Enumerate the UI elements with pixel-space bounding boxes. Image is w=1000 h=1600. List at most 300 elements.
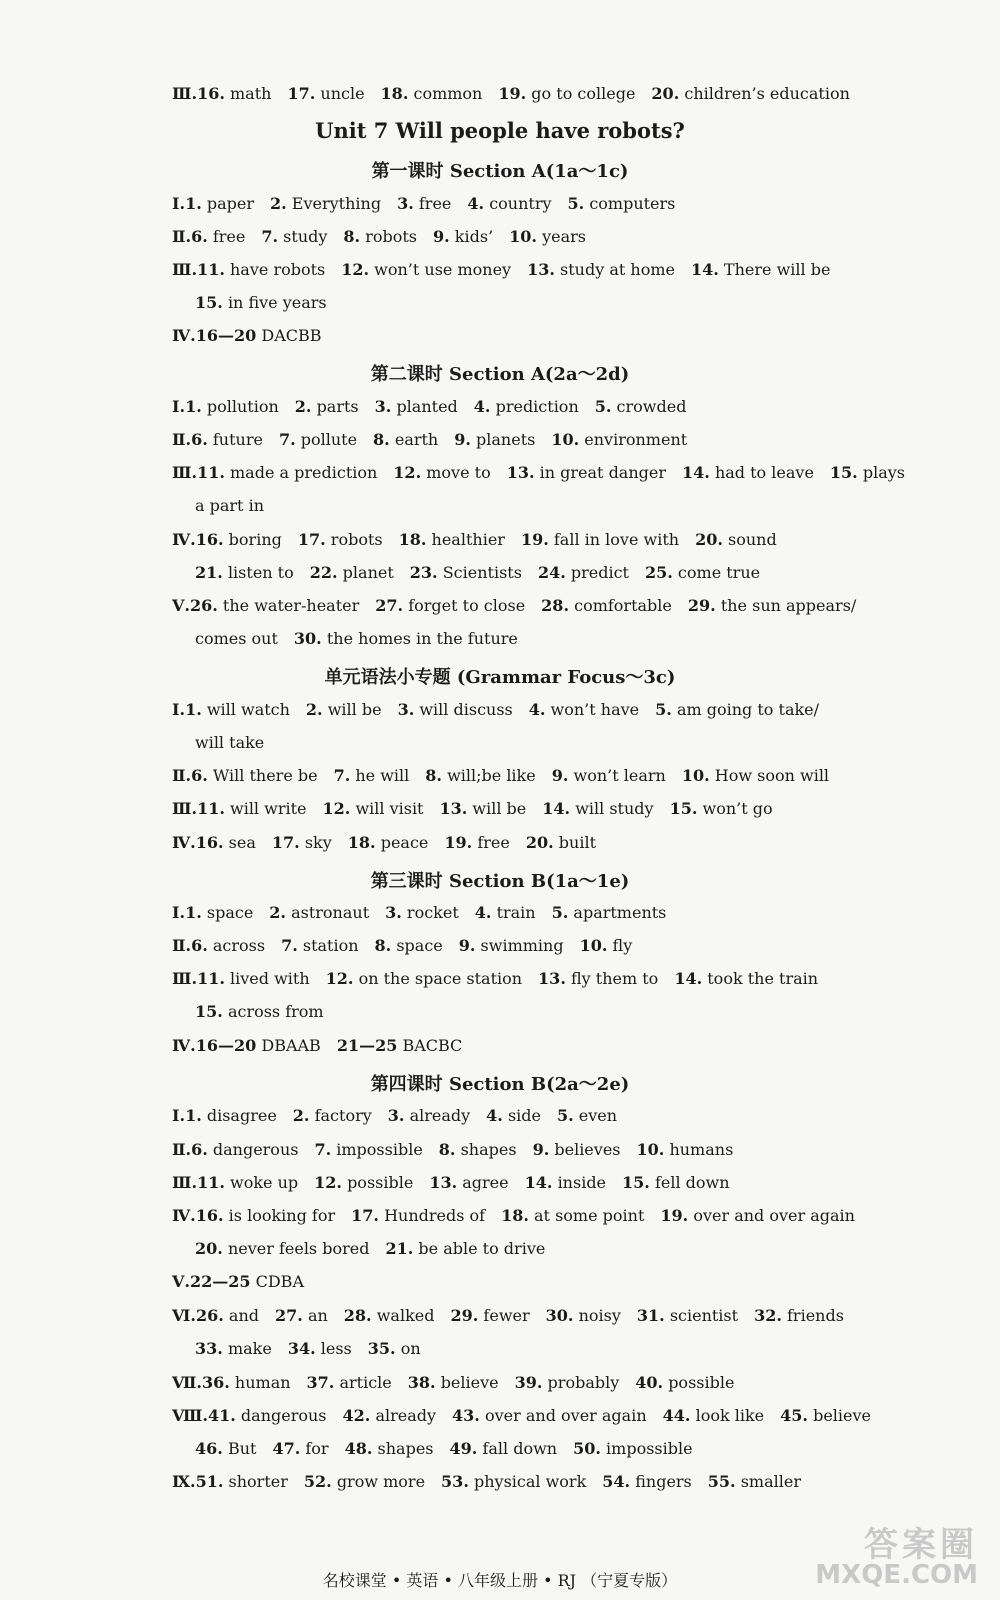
answer-item [408, 1373, 499, 1392]
answer-text: predict [570, 563, 629, 582]
answer-number: 49. [449, 1439, 478, 1458]
answer-line [172, 194, 691, 214]
answer-number: 14. [674, 969, 703, 988]
answer-number: 7. [333, 766, 351, 785]
answer-item [197, 84, 271, 103]
answer-number: 10. [579, 936, 608, 955]
answer-item [196, 1036, 321, 1055]
answer-number: 2. [305, 700, 323, 719]
answer-line [172, 1306, 860, 1326]
answer-number: 39. [514, 1373, 543, 1392]
answer-number: 2. [294, 397, 312, 416]
answer-item [637, 1306, 738, 1325]
answer-number: 9. [433, 227, 450, 246]
answer-line [172, 84, 866, 104]
answer-item [441, 1472, 586, 1491]
answer-number: 41. [207, 1406, 236, 1425]
answer-text: a part in [195, 496, 264, 515]
answer-item [185, 397, 279, 416]
answer-number: 50. [573, 1439, 601, 1458]
answer-text: will;be like [447, 766, 536, 785]
answer-text: uncle [320, 84, 365, 103]
answer-item [375, 936, 443, 955]
answer-item [635, 1373, 734, 1392]
answer-text: How soon will [714, 766, 830, 785]
answer-text: DACBB [261, 326, 322, 345]
answer-item [450, 1439, 558, 1458]
answer-item [196, 1472, 288, 1491]
answer-number: 22—25 [189, 1272, 251, 1291]
answer-number: 15. [195, 1002, 223, 1021]
answer-item [373, 430, 438, 449]
question-group-label: Ⅰ. [172, 1106, 186, 1125]
answer-text: dangerous [212, 1140, 299, 1159]
answer-item [269, 903, 369, 922]
answer-item [452, 1406, 647, 1425]
answer-text: in great danger [539, 463, 667, 482]
answer-text: noisy [578, 1306, 621, 1325]
answer-item [515, 1373, 620, 1392]
answer-text: train [496, 903, 536, 922]
answer-number: 27. [375, 596, 404, 615]
question-group-label: Ⅰ. [172, 903, 186, 922]
answer-line [195, 563, 776, 583]
page-footer: 名校课堂 • 英语 • 八年级上册 • RJ （宁夏专版） [322, 1571, 678, 1590]
answer-number: 53. [441, 1472, 469, 1491]
answer-number: 2. [292, 1106, 310, 1125]
answer-line [172, 1272, 320, 1292]
answer-item [334, 766, 410, 785]
answer-text: will be [327, 700, 382, 719]
unit-title: Unit 7 Will people have robots? [315, 118, 685, 143]
answer-item [527, 260, 675, 279]
answer-number: 31. [636, 1306, 665, 1325]
answer-number: 9. [454, 430, 471, 449]
answer-number: 11. [197, 1173, 225, 1192]
answer-text: disagree [206, 1106, 277, 1125]
answer-number: 9. [532, 1140, 550, 1159]
answer-text: healthier [431, 530, 505, 549]
answer-number: 3. [397, 700, 415, 719]
question-group-label: Ⅱ. [172, 766, 192, 785]
answer-item [670, 799, 773, 818]
answer-text: dangerous [240, 1406, 327, 1425]
answer-text: less [320, 1339, 352, 1358]
answer-number: 1. [185, 700, 202, 719]
answer-number: 18. [380, 84, 409, 103]
answer-number: 19. [498, 84, 527, 103]
answer-line [195, 1439, 709, 1459]
answer-text: woke up [230, 1173, 299, 1192]
answer-text: will discuss [419, 700, 513, 719]
answer-item [195, 1239, 369, 1258]
answer-text: lived with [230, 969, 310, 988]
answer-item [272, 1439, 328, 1458]
answer-text: earth [394, 430, 439, 449]
answer-item [195, 293, 327, 312]
answer-number: 33. [195, 1339, 223, 1358]
question-group-label: Ⅳ. [172, 1206, 196, 1225]
answer-number: 51. [195, 1472, 224, 1491]
answer-text: comes out [195, 629, 278, 648]
answer-text: DBAAB [261, 1036, 321, 1055]
answer-text: robots [365, 227, 417, 246]
answer-item [637, 1140, 734, 1159]
answer-text: study [283, 227, 328, 246]
answer-number: 3. [385, 903, 402, 922]
answer-number: 11. [197, 969, 225, 988]
answer-item [195, 733, 264, 752]
answer-text: factory [314, 1106, 372, 1125]
answer-number: 21—25 [336, 1036, 398, 1055]
answer-number: 42. [342, 1406, 371, 1425]
answer-number: 16—20 [195, 1036, 257, 1055]
answer-number: 17. [271, 833, 300, 852]
answer-number: 36. [201, 1373, 230, 1392]
answer-item [552, 766, 666, 785]
answer-number: 6. [191, 430, 208, 449]
answer-number: 10. [509, 227, 537, 246]
answer-text: fell down [654, 1173, 730, 1192]
answer-line [172, 903, 682, 923]
answer-item [682, 463, 814, 482]
answer-number: 20. [695, 530, 723, 549]
answer-number: 46. [195, 1439, 223, 1458]
answer-number: 10. [636, 1140, 665, 1159]
answer-item [529, 700, 639, 719]
answer-number: 3. [374, 397, 392, 416]
answer-text: already [375, 1406, 437, 1425]
answer-item [195, 1439, 256, 1458]
answer-item [551, 430, 687, 449]
question-group-label: Ⅳ. [172, 1036, 196, 1055]
answer-text: come true [677, 563, 761, 582]
answer-text: boring [228, 530, 282, 549]
answer-item [602, 1472, 691, 1491]
answer-item [439, 1140, 517, 1159]
answer-text: parts [316, 397, 359, 416]
answer-number: 35. [367, 1339, 396, 1358]
answer-number: 8. [438, 1140, 456, 1159]
answer-item [326, 969, 522, 988]
answer-line [195, 1339, 437, 1359]
answer-item [695, 530, 777, 549]
answer-number: 30. [293, 629, 322, 648]
answer-number: 47. [272, 1439, 301, 1458]
answer-item [195, 1339, 272, 1358]
answer-text: common [413, 84, 483, 103]
answer-number: 11. [197, 260, 225, 279]
answer-text: he will [355, 766, 410, 785]
answer-number: 13. [538, 969, 566, 988]
answer-item [195, 496, 264, 515]
answer-number: 12. [393, 463, 422, 482]
answer-text: future [212, 430, 263, 449]
answer-item [425, 766, 535, 785]
answer-number: 15. [829, 463, 858, 482]
answer-text: comfortable [574, 596, 672, 615]
answer-number: 15. [622, 1173, 650, 1192]
answer-text: at some point [534, 1206, 645, 1225]
answer-item [185, 903, 253, 922]
answer-item [197, 799, 306, 818]
answer-item [688, 596, 856, 615]
answer-text: on [400, 1339, 421, 1358]
answer-number: 4. [473, 397, 491, 416]
section-title: 第二课时 Section A(2a～2d) [370, 364, 630, 385]
answer-number: 6. [191, 227, 208, 246]
answer-line [172, 1106, 633, 1126]
answer-item [645, 563, 760, 582]
answer-text: on the space station [358, 969, 523, 988]
answer-text: forget to close [408, 596, 526, 615]
answer-number: 23. [409, 563, 438, 582]
answer-number: 44. [662, 1406, 691, 1425]
answer-text: country [489, 194, 552, 213]
answer-text: shapes [460, 1140, 517, 1159]
answer-text: go to college [531, 84, 636, 103]
answer-item [191, 936, 265, 955]
answer-text: in five years [227, 293, 327, 312]
answer-text: children’s education [684, 84, 850, 103]
answer-text: won’t learn [573, 766, 666, 785]
answer-text: BACBC [402, 1036, 463, 1055]
answer-number: 7. [281, 936, 298, 955]
answer-text: There will be [723, 260, 831, 279]
answer-text: never feels bored [227, 1239, 370, 1258]
answer-item [197, 463, 377, 482]
answer-text: will be [472, 799, 527, 818]
answer-text: already [409, 1106, 471, 1125]
answer-number: 17. [287, 84, 316, 103]
answer-line [172, 260, 846, 280]
answer-line [172, 1140, 749, 1160]
answer-number: 13. [506, 463, 535, 482]
answer-number: 14. [524, 1173, 553, 1192]
answer-number: 34. [287, 1339, 316, 1358]
answer-item [275, 1306, 328, 1325]
answer-text: over and over again [693, 1206, 855, 1225]
answer-text: won’t have [550, 700, 640, 719]
answer-text: fly them to [570, 969, 659, 988]
answer-item [191, 430, 263, 449]
answer-item [433, 227, 493, 246]
answer-item [368, 1339, 421, 1358]
question-group-label: Ⅴ. [172, 596, 190, 615]
answer-item [450, 1306, 529, 1325]
answer-text: free [212, 227, 246, 246]
answer-item [202, 1373, 291, 1392]
answer-number: 18. [398, 530, 427, 549]
answer-text: move to [426, 463, 491, 482]
answer-number: 40. [635, 1373, 664, 1392]
answer-line [195, 1239, 561, 1259]
answer-item [663, 1406, 765, 1425]
answer-item [196, 833, 256, 852]
answer-text: space [396, 936, 443, 955]
answer-line [172, 1373, 750, 1393]
answer-number: 20. [651, 84, 680, 103]
answer-text: CDBA [255, 1272, 304, 1291]
answer-line [172, 1406, 887, 1426]
answer-text: possible [668, 1373, 735, 1392]
answer-text: the sun appears/ [720, 596, 857, 615]
answer-text: Everything [291, 194, 382, 213]
answer-text: sky [304, 833, 332, 852]
answer-item [542, 799, 653, 818]
answer-number: 7. [261, 227, 279, 246]
answer-text: smaller [740, 1472, 801, 1491]
answer-number: 12. [322, 799, 351, 818]
answer-item [533, 1140, 621, 1159]
answer-item [351, 1206, 485, 1225]
answer-line [172, 1173, 746, 1193]
answer-number: 11. [197, 463, 225, 482]
answer-text: fall in love with [553, 530, 680, 549]
answer-text: kids’ [454, 227, 494, 246]
answer-number: 19. [520, 530, 549, 549]
answer-text: fingers [635, 1472, 692, 1491]
answer-number: 1. [185, 1106, 202, 1125]
answer-number: 28. [541, 596, 570, 615]
answer-number: 6. [191, 766, 208, 785]
answer-text: took the train [707, 969, 819, 988]
answer-item [293, 1106, 372, 1125]
answer-text: space [206, 903, 254, 922]
answer-item [208, 1406, 327, 1425]
answer-number: 2. [269, 903, 286, 922]
answer-text: won’t go [702, 799, 773, 818]
answer-number: 1. [185, 397, 202, 416]
answer-number: 6. [191, 936, 208, 955]
answer-text: walked [376, 1306, 435, 1325]
answer-number: 5. [557, 1106, 574, 1125]
answer-text: will watch [206, 700, 290, 719]
answer-number: 7. [314, 1140, 332, 1159]
answer-number: 48. [344, 1439, 373, 1458]
answer-text: physical work [473, 1472, 587, 1491]
answer-text: crowded [616, 397, 687, 416]
answer-item [375, 397, 458, 416]
answer-text: fall down [482, 1439, 558, 1458]
answer-number: 16. [195, 833, 224, 852]
answer-text: will take [195, 733, 265, 752]
answer-text: agree [462, 1173, 509, 1192]
answer-text: for [305, 1439, 329, 1458]
answer-text: built [558, 833, 597, 852]
answer-item [197, 260, 325, 279]
answer-text: paper [206, 194, 254, 213]
answer-number: 52. [303, 1472, 332, 1491]
answer-item [507, 463, 666, 482]
answer-text: plays [862, 463, 905, 482]
answer-text: environment [584, 430, 688, 449]
answer-number: 1. [185, 194, 202, 213]
answer-number: 28. [343, 1306, 372, 1325]
answer-item [429, 1173, 508, 1192]
answer-item [622, 1173, 730, 1192]
answer-number: 21. [195, 563, 223, 582]
answer-number: 12. [314, 1173, 342, 1192]
answer-number: 5. [655, 700, 672, 719]
answer-text: believe [440, 1373, 499, 1392]
answer-line [195, 629, 534, 649]
answer-line [195, 1002, 340, 1022]
answer-item [191, 766, 318, 785]
answer-text: believes [554, 1140, 621, 1159]
answer-item [557, 1106, 617, 1125]
answer-line [172, 463, 921, 483]
answer-number: 18. [501, 1206, 529, 1225]
answer-line [172, 766, 845, 786]
answer-item [195, 563, 294, 582]
answer-number: 29. [450, 1306, 479, 1325]
question-group-label: Ⅲ. [172, 969, 198, 988]
answer-item [344, 1306, 435, 1325]
answer-number: 24. [537, 563, 566, 582]
answer-item [541, 596, 672, 615]
answer-text: even [578, 1106, 618, 1125]
question-group-label: Ⅴ. [172, 1272, 190, 1291]
answer-item [546, 1306, 621, 1325]
answer-item [410, 563, 522, 582]
answer-number: 8. [343, 227, 361, 246]
answer-text: impossible [336, 1140, 423, 1159]
answer-item [509, 227, 586, 246]
answer-item [651, 84, 849, 103]
watermark-top: 答案圈 [864, 1525, 978, 1565]
answer-item [525, 1173, 606, 1192]
answer-number: 12. [341, 260, 370, 279]
answer-text: humans [669, 1140, 734, 1159]
answer-item [580, 936, 633, 955]
question-group-label: Ⅵ. [172, 1306, 196, 1325]
answer-line [172, 799, 789, 819]
answer-text: study at home [560, 260, 675, 279]
answer-item [674, 969, 818, 988]
answer-text: Hundreds of [384, 1206, 486, 1225]
answer-number: 19. [444, 833, 473, 852]
answer-item [660, 1206, 855, 1225]
answer-text: astronaut [291, 903, 370, 922]
answer-item [196, 530, 282, 549]
answer-item [655, 700, 819, 719]
answer-line [172, 1206, 871, 1226]
section-title: 单元语法小专题 (Grammar Focus～3c) [324, 667, 676, 688]
answer-text: free [477, 833, 510, 852]
answer-number: 21. [385, 1239, 414, 1258]
answer-number: 11. [197, 799, 225, 818]
section-title: 第四课时 Section B(2a～2e) [370, 1074, 630, 1095]
answer-item [196, 1306, 259, 1325]
answer-text: fly [612, 936, 633, 955]
question-group-label: Ⅰ. [172, 397, 186, 416]
watermark [815, 1525, 978, 1590]
answer-item [486, 1106, 541, 1125]
answer-text: swimming [480, 936, 564, 955]
answer-item [261, 227, 327, 246]
answer-item [385, 1239, 545, 1258]
answer-text: possible [347, 1173, 414, 1192]
answer-item [573, 1439, 692, 1458]
answer-text: the water-heater [222, 596, 360, 615]
answer-text: am going to take/ [676, 700, 820, 719]
answer-number: 38. [407, 1373, 436, 1392]
question-group-label: Ⅸ. [172, 1472, 196, 1491]
answer-item [190, 1272, 304, 1291]
answer-text: planets [476, 430, 536, 449]
answer-item [343, 1406, 437, 1425]
